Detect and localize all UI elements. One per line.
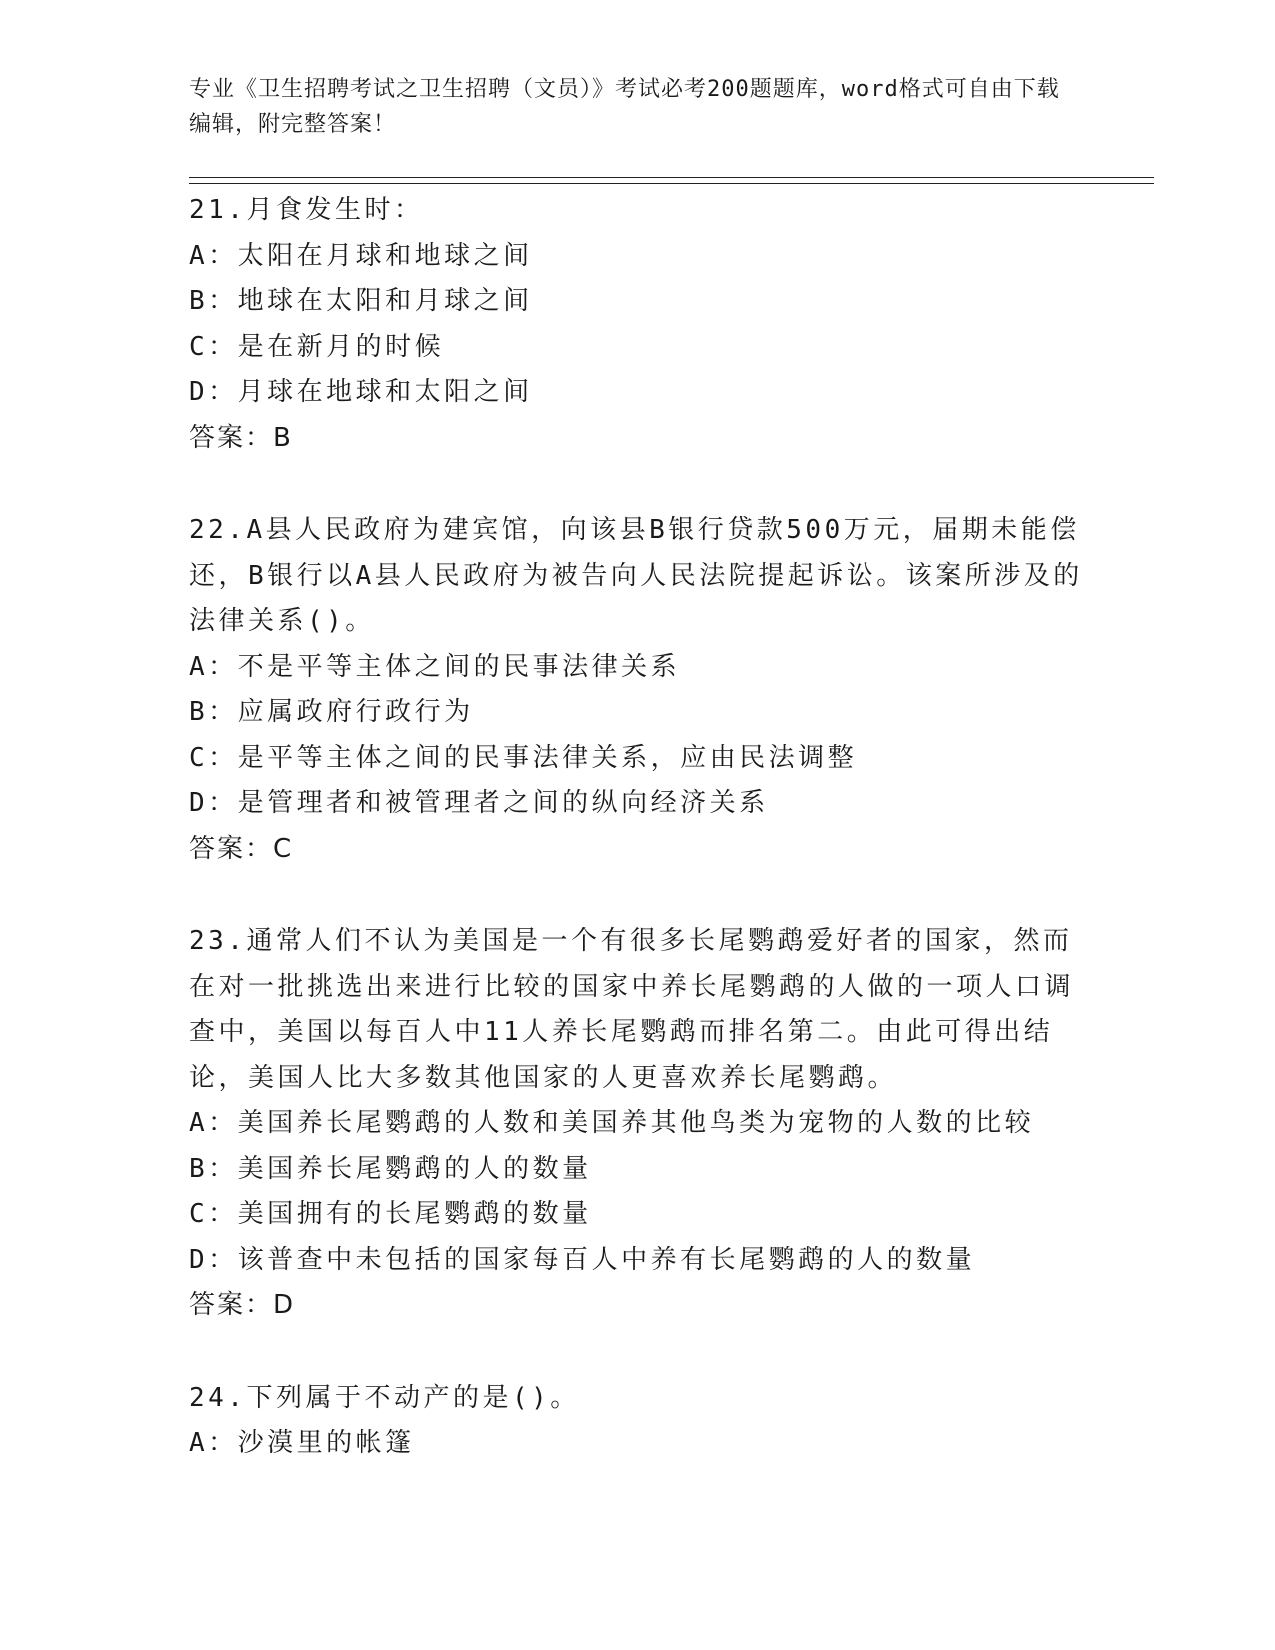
document-header: 专业《卫生招聘考试之卫生招聘（文员）》考试必考200题题库，word格式可自由下载编辑，附完整答案！ [189,77,1060,137]
option-b: B：美国养长尾鹦鹉的人的数量 [189,1153,592,1184]
option-a: A：不是平等主体之间的民事法律关系 [189,651,681,682]
option-b: B：地球在太阳和月球之间 [189,286,533,316]
question-stem: 24.下列属于不动产的是()。 [189,1382,580,1413]
option-c: C：是平等主体之间的民事法律关系，应由民法调整 [189,742,858,773]
answer-label: 答案：B [189,422,293,453]
option-d: D：是管理者和被管理者之间的纵向经济关系 [189,788,769,818]
question-list [189,188,1089,1514]
question-stem: 23.通常人们不认为美国是一个有很多长尾鹦鹉爱好者的国家，然而在对一批挑选出来进行比较的国家中养长尾鹦鹉的人做的一项人口调查中，美国以每百人中11人养长尾鹦鹉而排名第二。由此可得出结论，美国人比大多数其他国家的人更喜欢养长尾鹦鹉。 [189,926,1075,1093]
answer-label: 答案：D [189,1290,296,1320]
answer-label: 答案：C [189,833,294,864]
option-a: A：美国养长尾鹦鹉的人数和美国养其他鸟类为宠物的人数的比较 [189,1108,1035,1138]
question-23 [189,919,1089,1329]
option-d: D：该普查中未包括的国家每百人中养有长尾鹦鹉的人的数量 [189,1244,976,1275]
header-divider-top [189,177,1154,178]
question-22 [189,508,1089,872]
question-stem: 22.A县人民政府为建宾馆，向该县B银行贷款500万元，届期未能偿还，B银行以A县人民政府为被告向人民法院提起诉讼。该案所涉及的法律关系()。 [189,515,1083,636]
option-d: D：月球在地球和太阳之间 [189,377,533,407]
question-stem: 21.月食发生时： [189,195,424,225]
option-a: A：太阳在月球和地球之间 [189,240,533,271]
option-c: C：美国拥有的长尾鹦鹉的数量 [189,1199,592,1229]
option-b: B：应属政府行政行为 [189,697,474,727]
option-c: C：是在新月的时候 [189,331,445,362]
option-a: A：沙漠里的帐篷 [189,1428,415,1458]
question-24 [189,1376,1089,1467]
question-21 [189,188,1089,461]
header-divider-bottom [189,183,1154,184]
